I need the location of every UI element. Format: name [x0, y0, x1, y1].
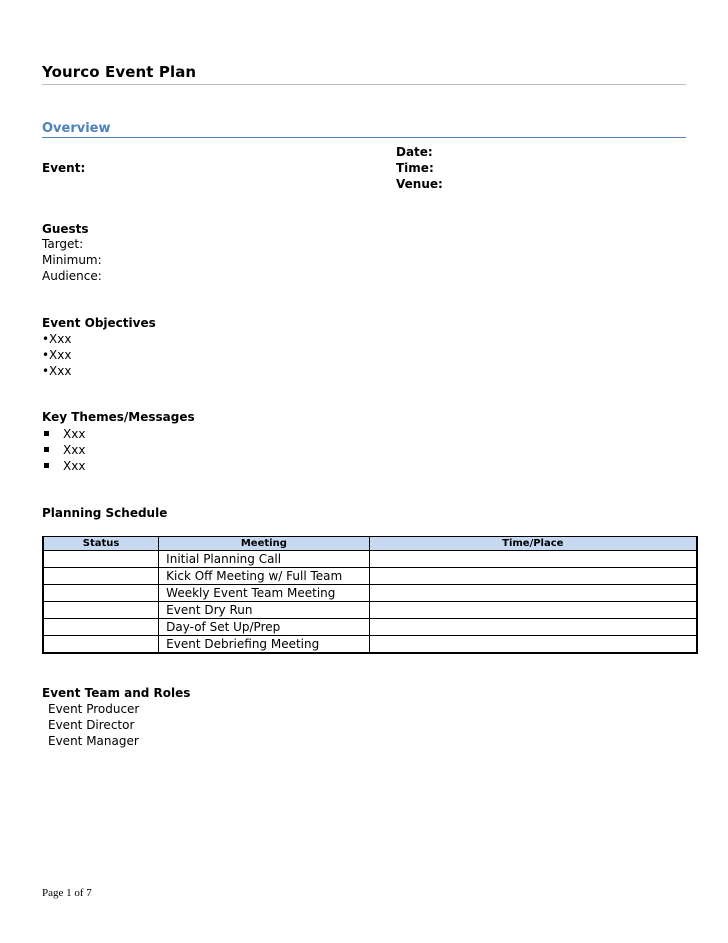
- guests-minimum: Minimum:: [42, 253, 102, 267]
- document-title: Yourco Event Plan: [42, 63, 197, 81]
- guests-heading: Guests: [42, 222, 89, 236]
- guests-target: Target:: [42, 237, 84, 251]
- theme-text: Xxx: [63, 443, 86, 457]
- theme-text: Xxx: [63, 459, 86, 473]
- overview-heading: Overview: [42, 121, 111, 136]
- team-role-producer: Event Producer: [48, 702, 140, 716]
- meeting-cell[interactable]: Event Dry Run: [159, 602, 369, 619]
- column-header-meeting: Meeting: [159, 537, 369, 551]
- meeting-cell[interactable]: Day-of Set Up/Prep: [159, 619, 369, 636]
- title-divider: [42, 84, 686, 85]
- bullet-icon: •: [42, 364, 50, 378]
- column-header-status: Status: [43, 537, 159, 551]
- meeting-cell[interactable]: Kick Off Meeting w/ Full Team: [159, 568, 369, 585]
- table-row: [43, 551, 697, 568]
- time-place-cell[interactable]: [369, 585, 697, 602]
- event-label: Event:: [42, 161, 86, 175]
- objective-item: [42, 331, 71, 347]
- document-page: [42, 0, 686, 943]
- time-label: Time:: [396, 161, 434, 175]
- status-cell[interactable]: [43, 568, 159, 585]
- status-cell[interactable]: [43, 636, 159, 654]
- theme-item: [44, 426, 85, 442]
- meeting-cell[interactable]: Initial Planning Call: [159, 551, 369, 568]
- time-place-cell[interactable]: [369, 551, 697, 568]
- time-place-cell[interactable]: [369, 636, 697, 654]
- venue-label: Venue:: [396, 177, 443, 191]
- status-cell[interactable]: [43, 619, 159, 636]
- time-place-cell[interactable]: [369, 568, 697, 585]
- date-label: Date:: [396, 145, 433, 159]
- status-cell[interactable]: [43, 585, 159, 602]
- theme-item: [44, 442, 85, 458]
- square-bullet-icon: [44, 447, 49, 452]
- themes-heading: Key Themes/Messages: [42, 410, 195, 424]
- objective-text: Xxx: [49, 332, 72, 346]
- theme-text: Xxx: [63, 427, 86, 441]
- objective-item: [42, 347, 71, 363]
- status-cell[interactable]: [43, 602, 159, 619]
- table-row: [43, 619, 697, 636]
- team-role-manager: Event Manager: [48, 734, 139, 748]
- team-role-director: Event Director: [48, 718, 135, 732]
- bullet-icon: •: [42, 348, 50, 362]
- objective-text: Xxx: [49, 348, 72, 362]
- planning-schedule-table: [42, 536, 698, 654]
- time-place-cell[interactable]: [369, 602, 697, 619]
- table-header-row: [43, 537, 697, 551]
- square-bullet-icon: [44, 463, 49, 468]
- square-bullet-icon: [44, 431, 49, 436]
- time-place-cell[interactable]: [369, 619, 697, 636]
- table-row: [43, 568, 697, 585]
- objective-item: [42, 363, 71, 379]
- overview-divider: [42, 137, 686, 138]
- table-row: [43, 585, 697, 602]
- meeting-cell[interactable]: Event Debriefing Meeting: [159, 636, 369, 654]
- guests-audience: Audience:: [42, 269, 102, 283]
- objectives-heading: Event Objectives: [42, 316, 156, 330]
- theme-item: [44, 458, 85, 474]
- schedule-heading: Planning Schedule: [42, 506, 168, 520]
- bullet-icon: •: [42, 332, 50, 346]
- team-heading: Event Team and Roles: [42, 686, 191, 700]
- column-header-time-place: Time/Place: [369, 537, 697, 551]
- objective-text: Xxx: [49, 364, 72, 378]
- table-row: [43, 602, 697, 619]
- meeting-cell[interactable]: Weekly Event Team Meeting: [159, 585, 369, 602]
- status-cell[interactable]: [43, 551, 159, 568]
- table-row: [43, 636, 697, 654]
- page-number: Page 1 of 7: [42, 887, 92, 899]
